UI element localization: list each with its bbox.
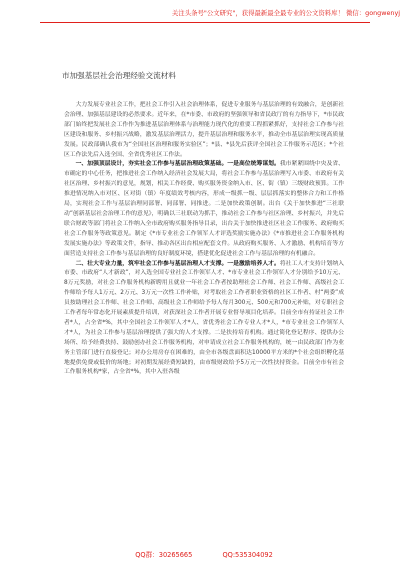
paragraph-text: 将社工人才支持计划纳入市委、市政府“人才新政”，对入选全国专业社会工作领军人才、*市专业社会工作领军人才分别给予10万元、8万元奖励，对社会工作服务机构新聘用且就业一年社会工作者按助理社会工作师、社会工作师、高级社会工作师给予每人1万元、2万元、3万元一次性工作补贴，对考取社会工作者职业资格的社区工作者、村“两委”成员按助理社会工作师、社会工作师、高级社会工作师给予每人每月300元、500元和700元补贴，对专职社会工作者每年常态化开展素质提升培训，对获深社会工作者开展专业督导项目化培养。目前全市有持证社会工作者*人，占全省*%，其中全国社会工作领军人才*人、省优秀社会工作专业人才*人，*市专业社会工作领军人才*人，为社会工作参与基层治理提供了强大的人才支撑。二是扶持培育机构。通过简化登记程序、提供办公场所、给予经费扶持、鼓励创办社会工作服务机构，对申请成立社会工作服务机构的，统一由民政部门作为业务主管部门进行直接登记；对办公用房存在困难的，由全市各级盘面积达10000平方米的*个社会组织孵化基地提供免费或低价的场地；对初期发展经费短缺的，由市级财政给予5万元一次性扶持资金。目前全市有社会工作服务机构*家，占全省*%，其中入驻各级 — [64, 260, 344, 376]
paragraph-section-2 — [64, 260, 344, 379]
document-body — [64, 101, 344, 539]
paragraph-intro — [64, 101, 344, 160]
paragraph-heading: 二、壮大专业力量，筑牢社会工作参与基层治理人才支撑。一是激励培养人才。 — [75, 260, 280, 267]
paragraph-text: 我市紧紧围绕中央及省、市确定的中心任务，把推进社会工作纳入经济社会发展大局，将社会工作参与基层治理写入市委、市政府有关社区治理、乡村振兴的意见，规划，相关工作经费、购买服务资金纳入市、区、街（镇）三级财政预算。工作推进情况纳入市对区、区对街（镇）年度绩效考核内容，形成一级抓一级、层层抓落实的整体合力和工作格局，实现社会工作与基层治理同部署、同部署、同推进。二是加快政策创制。出台《关于加快推进“三社联动”创新基层社会治理工作的意见》，明确以三社联动为抓手，推动社会工作参与社区治理、乡村振兴，并先后联合财政等部门将社会工作纳入全市政府购买服务指导目录，出台关于加快推进社区社会工作服务、政府购买社会工作服务等政策意见。制定《*市专业社会工作领军人才评选奖励实施办法》《*市推进社会工作服务机构发展实施办法》等政策文件，指导、推动各区出台相应配套文件。从政府购买服务、人才激励、机构培育等方面营造支持社会工作参与基层治理的良好制度环境，搭建优化促进社会工作与基层治理的有机融合。 — [64, 161, 344, 257]
paragraph-section-1 — [64, 160, 344, 259]
top-rule — [40, 22, 370, 23]
footer-qq: QQ:535304092 — [222, 551, 273, 559]
footer-qq-group: QQ群：30265665 — [135, 551, 193, 559]
document-title: 市加强基层社会治理经验交流材料 — [62, 71, 176, 80]
paragraph-heading: 一、加强顶层设计，夯实社会工作参与基层治理政策基础。一是高位统筹谋划。 — [75, 161, 280, 168]
paragraph-text: 大力发展专业社会工作，把社会工作引入社会治理体系，促进专业服务与基层治理的有效融合，是创新社会治理、加强基层建设的必然要求。近年来，在*市委、市政府的坚强领导和省民政厅的有力指导下，*市民政部门始终把发展社会工作作为推进基层治理体系与治理能力现代化的重要工程抓紧抓好，支持社会工作参与社区建设和服务、乡村振兴战略，激发基层治理活力，提升基层治理和服务水平，推动全市基层治理实现高质量发展。民政部确认我市为“全国社区治理和服务实验区”；*县、*县先后获评全国社会工作服务示范区；*个社区工作法先后入选全国、全省优秀社区工作法。 — [64, 102, 344, 158]
top-banner: 关注头条号"公文研究"，获得最新最全最专业的公文资料库！ 微信：gongwenyj — [171, 9, 400, 17]
footer-contact-bar — [0, 549, 408, 563]
